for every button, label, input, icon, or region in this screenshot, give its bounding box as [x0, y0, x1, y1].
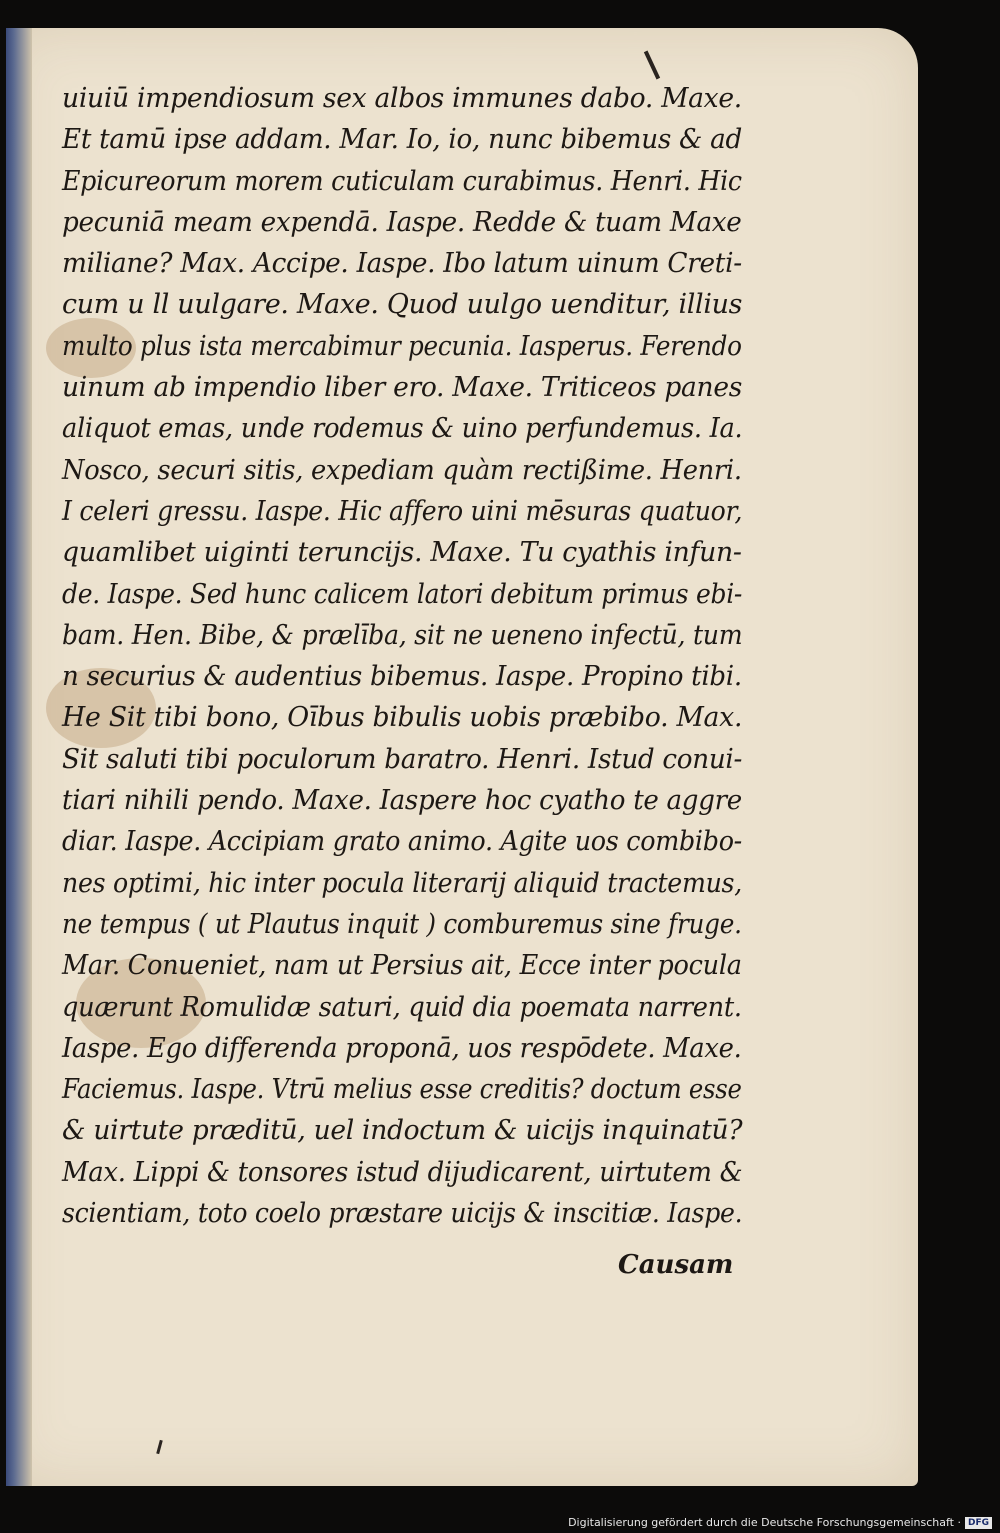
- text-line: & uirtute præditū, uel indoctum & uicijs inquinatū?: [62, 1115, 743, 1147]
- text-line: Epicureorum morem cuticulam curabimus. Henri. Hic: [62, 165, 742, 197]
- text-line: quamlibet uiginti teruncijs. Maxe. Tu cyathis infun-: [62, 537, 742, 569]
- text-line: uinum ab impendio liber ero. Maxe. Triticeos panes: [62, 372, 742, 404]
- text-line: diar. Iaspe. Accipiam grato animo. Agite uos combibo-: [62, 826, 742, 858]
- body-text: [62, 78, 742, 1234]
- text-line: bam. Hen. Bibe, & prælība, sit ne ueneno infectū, tum: [62, 619, 743, 651]
- text-line: Sit saluti tibi poculorum baratro. Henri. Istud conui-: [62, 743, 743, 775]
- text-line: de. Iaspe. Sed hunc calicem latori debitum primus ebi-: [62, 578, 743, 610]
- text-line: aliquot emas, unde rodemus & uino perfundemus. Ia.: [62, 413, 743, 445]
- text-line: tiari nihili pendo. Maxe. Iaspere hoc cyatho te aggre: [62, 785, 742, 817]
- text-line: nes optimi, hic inter pocula literarij aliquid tractemus,: [62, 867, 742, 899]
- text-line: cum u ll uulgare. Maxe. Quod uulgo uenditur, illius: [62, 289, 743, 321]
- text-line: n securius & audentius bibemus. Iaspe. Propino tibi.: [62, 661, 742, 693]
- text-line: ne tempus ( ut Plautus inquit ) comburemus sine fruge.: [62, 908, 742, 940]
- text-line: Nosco, securi sitis, expediam quàm rectißime. Henri.: [62, 454, 742, 486]
- text-line: multo plus ista mercabimur pecunia. Iasperus. Ferendo: [62, 330, 742, 362]
- text-line: I celeri gressu. Iaspe. Hic affero uini mēsuras quatuor,: [62, 495, 743, 527]
- text-line: uiuiū impendiosum sex albos immunes dabo. Maxe.: [62, 83, 742, 114]
- text-line: Mar. Conueniet, nam ut Persius ait, Ecce inter pocula: [62, 950, 742, 982]
- credit-text: Digitalisierung gefördert durch die Deutsche Forschungsgemeinschaft ·: [568, 1516, 961, 1529]
- digitization-credit: [568, 1516, 992, 1529]
- dfg-logo: DFG: [965, 1517, 992, 1529]
- text-line: quærunt Romulidæ saturi, quid dia poemata narrent.: [62, 991, 742, 1023]
- text-line: He Sit tibi bono, Oībus bibulis uobis præbibo. Max.: [62, 702, 743, 734]
- page-gutter: [6, 28, 32, 1486]
- text-line: Et tamū ipse addam. Mar. Io, io, nunc bibemus & ad: [62, 124, 742, 156]
- text-line: Faciemus. Iaspe. Vtrū melius esse creditis? doctum esse: [62, 1074, 742, 1106]
- text-line: Iaspe. Ego differenda proponā, uos respōdete. Maxe.: [62, 1032, 742, 1064]
- catchword: Causam: [618, 1250, 734, 1280]
- text-line: pecuniā meam expendā. Iaspe. Redde & tuam Maxe: [62, 206, 742, 238]
- text-line: miliane? Max. Accipe. Iaspe. Ibo latum uinum Creti-: [62, 248, 742, 280]
- text-line: scientiam, toto coelo præstare uicijs & inscitiæ. Iaspe.: [62, 1198, 743, 1230]
- text-line: Max. Lippi & tonsores istud dijudicarent, uirtutem &: [62, 1156, 743, 1188]
